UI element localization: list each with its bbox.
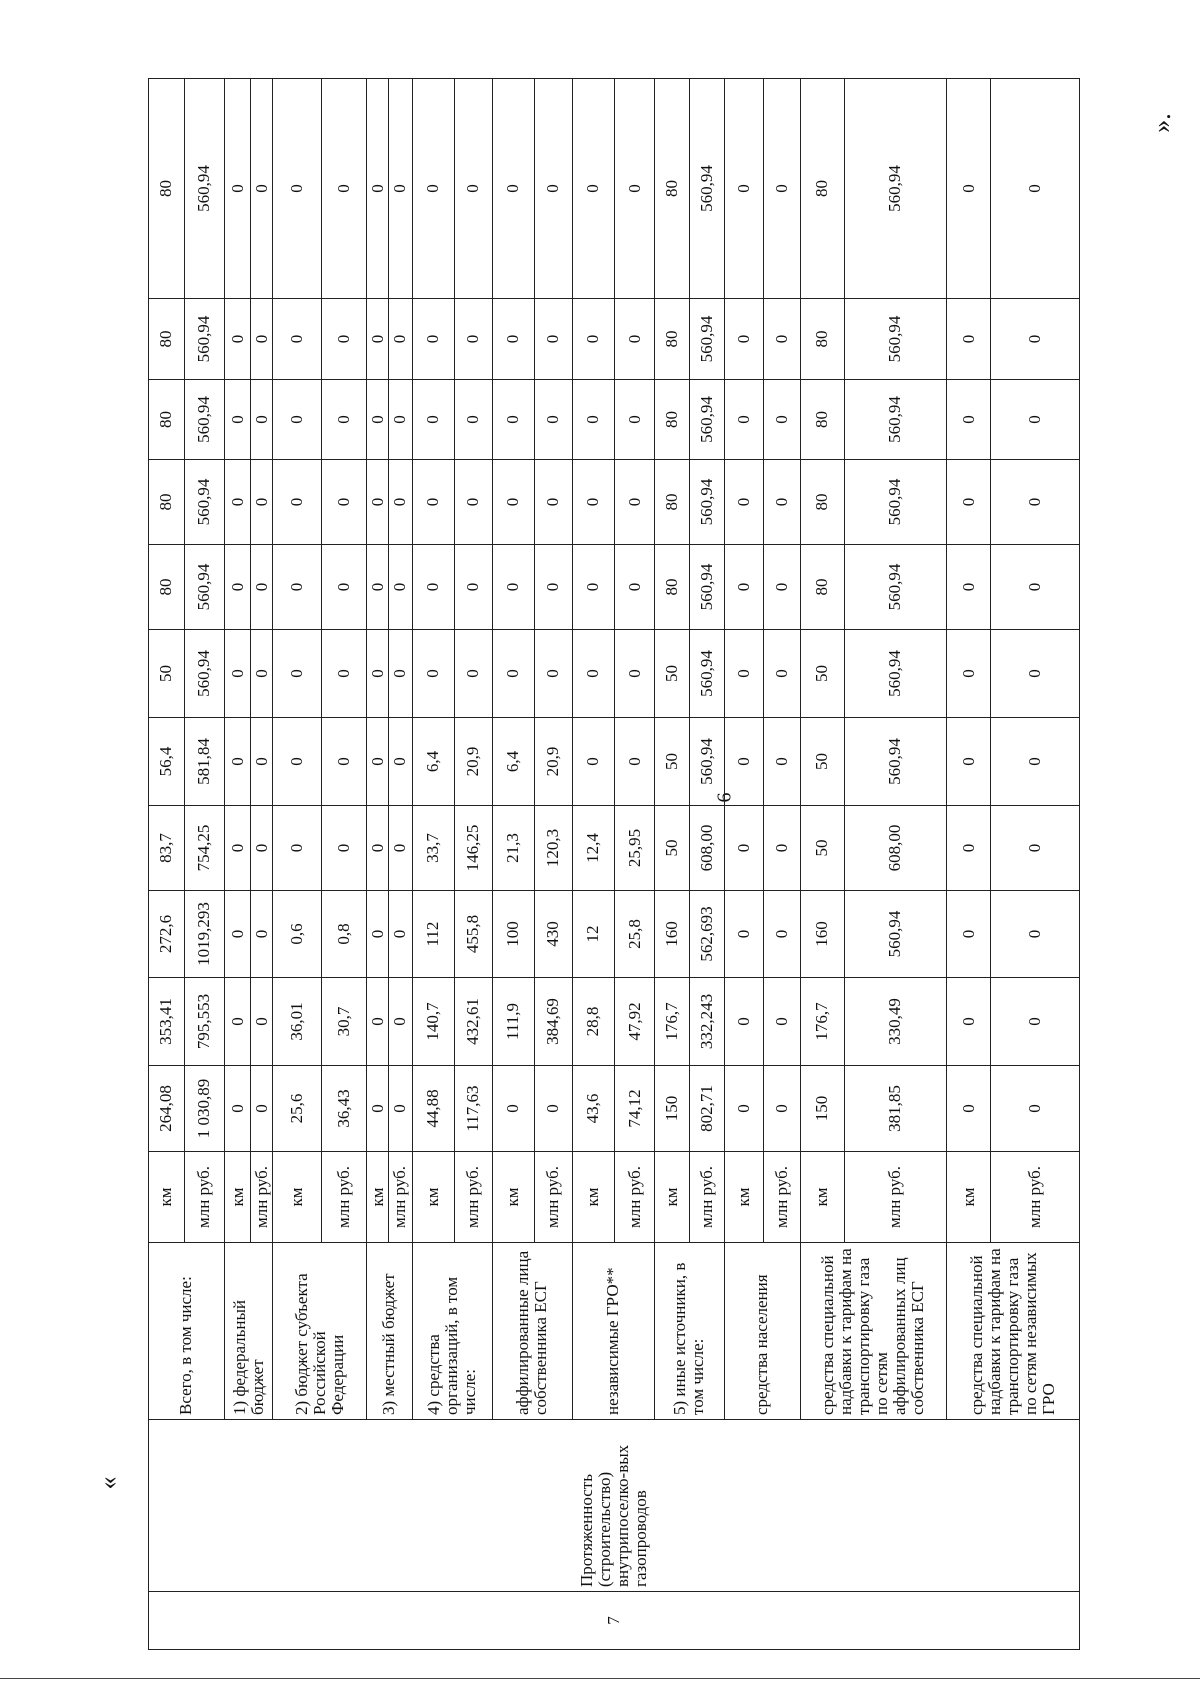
value-cell: 0 — [454, 299, 492, 380]
value-cell: 560,94 — [184, 380, 224, 460]
value-cell: 0 — [367, 978, 389, 1066]
value-cell: 0 — [614, 79, 654, 299]
value-cell: 0 — [763, 299, 800, 380]
value-cell: 0 — [251, 718, 273, 806]
source-label-cell: Всего, в том числе: — [149, 1243, 225, 1420]
table-row — [224, 79, 250, 1650]
value-cell: 0 — [991, 630, 1080, 718]
value-cell: 80 — [149, 299, 185, 380]
value-cell: 111,9 — [492, 978, 534, 1066]
value-cell: 0 — [412, 460, 454, 545]
value-cell: 25,95 — [614, 806, 654, 891]
value-cell: 0 — [389, 891, 412, 978]
value-cell: 0 — [367, 79, 389, 299]
value-cell: 0 — [614, 545, 654, 630]
value-cell: 0 — [947, 891, 991, 978]
value-cell: 0 — [947, 1066, 991, 1152]
value-cell: 80 — [149, 460, 185, 545]
unit-cell: км — [149, 1152, 185, 1243]
value-cell: 0 — [763, 460, 800, 545]
value-cell: 80 — [655, 380, 690, 460]
unit-cell: млн руб. — [689, 1152, 724, 1243]
value-cell: 0 — [273, 718, 321, 806]
value-cell: 560,94 — [689, 545, 724, 630]
value-cell: 560,94 — [844, 380, 946, 460]
value-cell: 6,4 — [412, 718, 454, 806]
value-cell: 0 — [947, 299, 991, 380]
value-cell: 0 — [614, 630, 654, 718]
value-cell: 0 — [724, 718, 763, 806]
value-cell: 0 — [251, 630, 273, 718]
value-cell: 0 — [763, 891, 800, 978]
table-row — [492, 79, 534, 1650]
value-cell: 0 — [389, 630, 412, 718]
opening-quote: « — [93, 1476, 123, 1490]
value-cell: 0 — [251, 978, 273, 1066]
value-cell: 0 — [991, 380, 1080, 460]
unit-cell: млн руб. — [763, 1152, 800, 1243]
value-cell: 0 — [724, 545, 763, 630]
value-cell: 0 — [224, 978, 250, 1066]
value-cell: 0 — [251, 806, 273, 891]
unit-cell: км — [572, 1152, 614, 1243]
value-cell: 0 — [724, 380, 763, 460]
unit-cell: млн руб. — [844, 1152, 946, 1243]
value-cell: 0 — [224, 718, 250, 806]
value-cell: 560,94 — [689, 299, 724, 380]
row-number-cell: 7 — [149, 1592, 1080, 1650]
value-cell: 0 — [991, 460, 1080, 545]
value-cell: 0 — [389, 380, 412, 460]
value-cell: 0 — [224, 460, 250, 545]
value-cell: 802,71 — [689, 1066, 724, 1152]
value-cell: 83,7 — [149, 806, 185, 891]
unit-cell: км — [367, 1152, 389, 1243]
value-cell: 80 — [800, 79, 844, 299]
value-cell: 0 — [763, 630, 800, 718]
table-row — [800, 79, 844, 1650]
value-cell: 0 — [321, 79, 366, 299]
value-cell: 0 — [389, 299, 412, 380]
value-cell: 80 — [800, 545, 844, 630]
value-cell: 560,94 — [184, 460, 224, 545]
value-cell: 0 — [273, 806, 321, 891]
value-cell: 80 — [800, 460, 844, 545]
value-cell: 56,4 — [149, 718, 185, 806]
value-cell: 0 — [412, 630, 454, 718]
table-row — [273, 79, 321, 1650]
unit-cell: млн руб. — [321, 1152, 366, 1243]
value-cell: 0 — [367, 545, 389, 630]
value-cell: 381,85 — [844, 1066, 946, 1152]
value-cell: 0 — [367, 891, 389, 978]
value-cell: 0 — [251, 545, 273, 630]
value-cell: 608,00 — [689, 806, 724, 891]
page-number: 6 — [713, 792, 736, 803]
value-cell: 50 — [655, 718, 690, 806]
value-cell: 0 — [273, 460, 321, 545]
value-cell: 0 — [991, 891, 1080, 978]
value-cell: 0 — [534, 380, 572, 460]
value-cell: 120,3 — [534, 806, 572, 891]
value-cell: 0 — [492, 79, 534, 299]
value-cell: 0 — [389, 1066, 412, 1152]
value-cell: 0 — [224, 1066, 250, 1152]
value-cell: 44,88 — [412, 1066, 454, 1152]
unit-cell: км — [655, 1152, 690, 1243]
source-label-cell: 3) местный бюджет — [367, 1243, 412, 1420]
value-cell: 0 — [389, 978, 412, 1066]
value-cell: 50 — [149, 630, 185, 718]
value-cell: 0 — [947, 460, 991, 545]
value-cell: 0 — [251, 891, 273, 978]
value-cell: 176,7 — [800, 978, 844, 1066]
value-cell: 0 — [224, 299, 250, 380]
closing-quote: ». — [1146, 113, 1176, 133]
value-cell: 560,94 — [844, 545, 946, 630]
value-cell: 0 — [273, 630, 321, 718]
value-cell: 0 — [367, 630, 389, 718]
value-cell: 0 — [572, 545, 614, 630]
value-cell: 80 — [800, 380, 844, 460]
value-cell: 0 — [763, 79, 800, 299]
indicator-cell: Протяженность (строительство) внутрипоселко-вых газопроводов — [149, 1420, 1080, 1592]
value-cell: 36,01 — [273, 978, 321, 1066]
value-cell: 560,94 — [184, 630, 224, 718]
value-cell: 0,6 — [273, 891, 321, 978]
value-cell: 0 — [492, 299, 534, 380]
value-cell: 0 — [724, 299, 763, 380]
value-cell: 0 — [724, 891, 763, 978]
value-cell: 0 — [321, 630, 366, 718]
value-cell: 50 — [655, 806, 690, 891]
value-cell: 0 — [251, 79, 273, 299]
unit-cell: км — [724, 1152, 763, 1243]
value-cell: 0 — [991, 978, 1080, 1066]
value-cell: 560,94 — [184, 545, 224, 630]
value-cell: 560,94 — [844, 630, 946, 718]
value-cell: 0 — [454, 630, 492, 718]
unit-cell: млн руб. — [534, 1152, 572, 1243]
value-cell: 0 — [991, 299, 1080, 380]
value-cell: 0 — [367, 1066, 389, 1152]
unit-cell: млн руб. — [184, 1152, 224, 1243]
value-cell: 0 — [251, 1066, 273, 1152]
value-cell: 0 — [724, 806, 763, 891]
value-cell: 0 — [454, 380, 492, 460]
value-cell: 0 — [492, 380, 534, 460]
value-cell: 1 030,89 — [184, 1066, 224, 1152]
value-cell: 12 — [572, 891, 614, 978]
value-cell: 28,8 — [572, 978, 614, 1066]
value-cell: 0 — [947, 79, 991, 299]
value-cell: 272,6 — [149, 891, 185, 978]
value-cell: 0 — [724, 978, 763, 1066]
value-cell: 0 — [492, 545, 534, 630]
value-cell: 0 — [947, 806, 991, 891]
value-cell: 0 — [614, 380, 654, 460]
value-cell: 36,43 — [321, 1066, 366, 1152]
value-cell: 0 — [412, 299, 454, 380]
value-cell: 150 — [800, 1066, 844, 1152]
value-cell: 0 — [572, 718, 614, 806]
value-cell: 0 — [763, 978, 800, 1066]
value-cell: 50 — [800, 806, 844, 891]
value-cell: 100 — [492, 891, 534, 978]
value-cell: 0 — [321, 718, 366, 806]
value-cell: 0 — [947, 630, 991, 718]
value-cell: 608,00 — [844, 806, 946, 891]
value-cell: 0 — [763, 806, 800, 891]
value-cell: 430 — [534, 891, 572, 978]
value-cell: 560,94 — [689, 460, 724, 545]
value-cell: 0 — [321, 380, 366, 460]
value-cell: 0 — [763, 545, 800, 630]
value-cell: 0 — [251, 299, 273, 380]
value-cell: 112 — [412, 891, 454, 978]
value-cell: 754,25 — [184, 806, 224, 891]
value-cell: 50 — [800, 718, 844, 806]
value-cell: 50 — [800, 630, 844, 718]
value-cell: 20,9 — [454, 718, 492, 806]
value-cell: 332,243 — [689, 978, 724, 1066]
value-cell: 0 — [273, 299, 321, 380]
value-cell: 80 — [655, 545, 690, 630]
value-cell: 560,94 — [184, 299, 224, 380]
value-cell: 0 — [454, 460, 492, 545]
value-cell: 562,693 — [689, 891, 724, 978]
value-cell: 0 — [492, 630, 534, 718]
value-cell: 560,94 — [689, 718, 724, 806]
value-cell: 20,9 — [534, 718, 572, 806]
value-cell: 432,61 — [454, 978, 492, 1066]
value-cell: 80 — [655, 299, 690, 380]
value-cell: 560,94 — [844, 79, 946, 299]
table-row — [724, 79, 763, 1650]
value-cell: 0 — [492, 460, 534, 545]
value-cell: 0 — [724, 460, 763, 545]
value-cell: 0 — [763, 718, 800, 806]
table-container — [148, 78, 1080, 1650]
value-cell: 80 — [655, 79, 690, 299]
value-cell: 0 — [991, 1066, 1080, 1152]
value-cell: 0 — [224, 630, 250, 718]
value-cell: 80 — [149, 545, 185, 630]
value-cell: 43,6 — [572, 1066, 614, 1152]
value-cell: 560,94 — [844, 891, 946, 978]
value-cell: 0 — [454, 545, 492, 630]
value-cell: 0 — [367, 299, 389, 380]
value-cell: 0 — [251, 380, 273, 460]
value-cell: 0 — [991, 718, 1080, 806]
value-cell: 25,8 — [614, 891, 654, 978]
value-cell: 0 — [224, 806, 250, 891]
value-cell: 0 — [947, 718, 991, 806]
value-cell: 0 — [412, 380, 454, 460]
table-row — [412, 79, 454, 1650]
unit-cell: млн руб. — [454, 1152, 492, 1243]
table-row — [572, 79, 614, 1650]
value-cell: 560,94 — [844, 718, 946, 806]
value-cell: 0 — [572, 380, 614, 460]
value-cell: 0 — [947, 380, 991, 460]
value-cell: 12,4 — [572, 806, 614, 891]
value-cell: 0 — [947, 978, 991, 1066]
value-cell: 0 — [534, 79, 572, 299]
source-label-cell: 1) федеральный бюджет — [224, 1243, 273, 1420]
value-cell: 581,84 — [184, 718, 224, 806]
value-cell: 0 — [991, 806, 1080, 891]
value-cell: 6,4 — [492, 718, 534, 806]
table-row — [149, 79, 185, 1650]
value-cell: 21,3 — [492, 806, 534, 891]
value-cell: 146,25 — [454, 806, 492, 891]
unit-cell: км — [492, 1152, 534, 1243]
source-label-cell: 5) иные источники, в том числе: — [655, 1243, 725, 1420]
value-cell: 560,94 — [184, 79, 224, 299]
unit-cell: млн руб. — [991, 1152, 1080, 1243]
value-cell: 0 — [273, 545, 321, 630]
value-cell: 80 — [655, 460, 690, 545]
value-cell: 384,69 — [534, 978, 572, 1066]
value-cell: 0 — [724, 79, 763, 299]
value-cell: 0 — [572, 79, 614, 299]
value-cell: 160 — [800, 891, 844, 978]
source-label-cell: 4) средства организаций, в том числе: — [412, 1243, 492, 1420]
value-cell: 80 — [149, 79, 185, 299]
value-cell: 560,94 — [689, 380, 724, 460]
value-cell: 0 — [273, 79, 321, 299]
value-cell: 0 — [572, 460, 614, 545]
value-cell: 140,7 — [412, 978, 454, 1066]
value-cell: 0 — [412, 545, 454, 630]
value-cell: 0 — [991, 545, 1080, 630]
value-cell: 0 — [572, 630, 614, 718]
value-cell: 560,94 — [844, 299, 946, 380]
value-cell: 0 — [321, 545, 366, 630]
value-cell: 560,94 — [689, 630, 724, 718]
value-cell: 30,7 — [321, 978, 366, 1066]
value-cell: 0 — [321, 460, 366, 545]
value-cell: 0 — [367, 380, 389, 460]
value-cell: 0 — [534, 1066, 572, 1152]
value-cell: 0 — [389, 545, 412, 630]
value-cell: 150 — [655, 1066, 690, 1152]
unit-cell: км — [800, 1152, 844, 1243]
value-cell: 0 — [389, 806, 412, 891]
value-cell: 0,8 — [321, 891, 366, 978]
unit-cell: км — [224, 1152, 250, 1243]
unit-cell: млн руб. — [614, 1152, 654, 1243]
value-cell: 0 — [389, 460, 412, 545]
table-row — [947, 79, 991, 1650]
value-cell: 0 — [412, 79, 454, 299]
value-cell: 0 — [724, 630, 763, 718]
value-cell: 0 — [224, 891, 250, 978]
value-cell: 795,553 — [184, 978, 224, 1066]
value-cell: 0 — [492, 1066, 534, 1152]
value-cell: 353,41 — [149, 978, 185, 1066]
value-cell: 0 — [367, 460, 389, 545]
table-row — [655, 79, 690, 1650]
value-cell: 117,63 — [454, 1066, 492, 1152]
source-label-cell: средства специальной надбавки к тарифам на транспортировку газа по сетям аффилированных лиц собственника ЕСГ — [800, 1243, 947, 1420]
unit-cell: км — [273, 1152, 321, 1243]
value-cell: 0 — [724, 1066, 763, 1152]
value-cell: 25,6 — [273, 1066, 321, 1152]
value-cell: 176,7 — [655, 978, 690, 1066]
source-label-cell: средства населения — [724, 1243, 800, 1420]
value-cell: 0 — [389, 718, 412, 806]
value-cell: 47,92 — [614, 978, 654, 1066]
footer-rule — [0, 1678, 1200, 1679]
value-cell: 0 — [273, 380, 321, 460]
table-row — [367, 79, 389, 1650]
value-cell: 560,94 — [844, 460, 946, 545]
value-cell: 0 — [947, 545, 991, 630]
value-cell: 0 — [534, 630, 572, 718]
source-label-cell: 2) бюджет субъекта Российской Федерации — [273, 1243, 367, 1420]
value-cell: 0 — [614, 718, 654, 806]
value-cell: 0 — [991, 79, 1080, 299]
value-cell: 0 — [572, 299, 614, 380]
value-cell: 264,08 — [149, 1066, 185, 1152]
value-cell: 0 — [763, 380, 800, 460]
value-cell: 50 — [655, 630, 690, 718]
value-cell: 0 — [224, 79, 250, 299]
value-cell: 0 — [321, 299, 366, 380]
value-cell: 0 — [389, 79, 412, 299]
value-cell: 0 — [367, 718, 389, 806]
source-label-cell: средства специальной надбавки к тарифам на транспортировку газа по сетям независимых ГРО — [947, 1243, 1080, 1420]
unit-cell: млн руб. — [251, 1152, 273, 1243]
source-label-cell: аффилированные лица собственника ЕСГ — [492, 1243, 572, 1420]
value-cell: 0 — [534, 299, 572, 380]
value-cell: 0 — [534, 545, 572, 630]
value-cell: 0 — [534, 460, 572, 545]
value-cell: 0 — [763, 1066, 800, 1152]
value-cell: 0 — [454, 79, 492, 299]
value-cell: 0 — [614, 299, 654, 380]
value-cell: 33,7 — [412, 806, 454, 891]
value-cell: 455,8 — [454, 891, 492, 978]
value-cell: 330,49 — [844, 978, 946, 1066]
unit-cell: км — [947, 1152, 991, 1243]
value-cell: 0 — [367, 806, 389, 891]
unit-cell: млн руб. — [389, 1152, 412, 1243]
value-cell: 0 — [251, 460, 273, 545]
value-cell: 0 — [224, 545, 250, 630]
value-cell: 80 — [800, 299, 844, 380]
source-label-cell: независимые ГРО** — [572, 1243, 654, 1420]
funding-table — [148, 78, 1080, 1650]
value-cell: 1019,293 — [184, 891, 224, 978]
value-cell: 560,94 — [689, 79, 724, 299]
value-cell: 74,12 — [614, 1066, 654, 1152]
value-cell: 0 — [224, 380, 250, 460]
value-cell: 0 — [321, 806, 366, 891]
value-cell: 160 — [655, 891, 690, 978]
value-cell: 80 — [149, 380, 185, 460]
value-cell: 0 — [614, 460, 654, 545]
unit-cell: км — [412, 1152, 454, 1243]
